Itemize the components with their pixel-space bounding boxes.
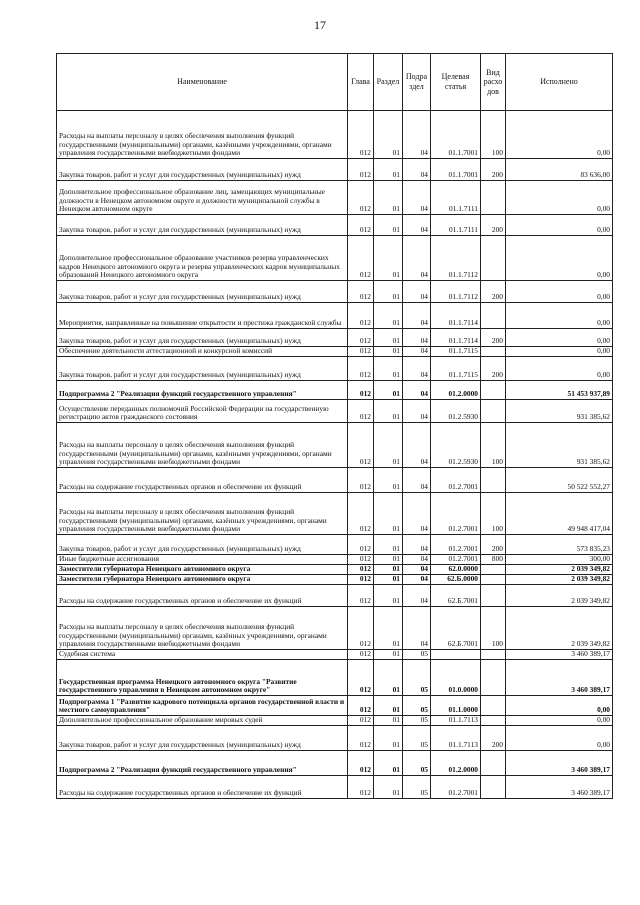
cell-razdel: 01 <box>374 607 403 650</box>
cell-amount: 3 460 389,17 <box>506 751 613 776</box>
cell-vid: 200 <box>481 159 506 181</box>
cell-podrazdel: 05 <box>403 660 431 696</box>
cell-name: Расходы на выплаты персоналу в целях обеспечения выполнения функций государственными (муниципальными) органами, казённых учреждениями, органами управления государственными внебюджетными фондами <box>57 607 348 650</box>
cell-name: Закупка товаров, работ и услуг для государственных (муниципальных) нужд <box>57 329 348 347</box>
cell-podrazdel: 04 <box>403 357 431 381</box>
cell-vid <box>481 181 506 215</box>
cell-glava: 012 <box>348 181 374 215</box>
cell-razdel: 01 <box>374 357 403 381</box>
cell-name: Закупка товаров, работ и услуг для государственных (муниципальных) нужд <box>57 281 348 303</box>
cell-target: 01.1.7113 <box>431 726 481 751</box>
cell-vid <box>481 660 506 696</box>
cell-amount: 2 039 349,82 <box>506 607 613 650</box>
cell-vid: 200 <box>481 215 506 236</box>
cell-name: Закупка товаров, работ и услуг для государственных (муниципальных) нужд <box>57 357 348 381</box>
table-row <box>57 281 613 303</box>
cell-amount: 0,00 <box>506 111 613 159</box>
cell-podrazdel: 04 <box>403 493 431 535</box>
cell-glava: 012 <box>348 493 374 535</box>
cell-podrazdel: 05 <box>403 650 431 660</box>
cell-vid <box>481 696 506 716</box>
cell-vid <box>481 575 506 585</box>
cell-podrazdel: 04 <box>403 329 431 347</box>
cell-name: Подпрограмма 1 "Развитие кадрового потенциала органов государственной власти и местного самоуправления" <box>57 696 348 716</box>
cell-podrazdel: 04 <box>403 281 431 303</box>
cell-razdel: 01 <box>374 111 403 159</box>
table-row <box>57 555 613 565</box>
cell-vid <box>481 776 506 799</box>
table-row <box>57 726 613 751</box>
cell-podrazdel: 04 <box>403 555 431 565</box>
cell-target: 62.0.0000 <box>431 565 481 575</box>
cell-podrazdel: 04 <box>403 303 431 329</box>
table-row <box>57 776 613 799</box>
cell-razdel: 01 <box>374 776 403 799</box>
cell-razdel: 01 <box>374 281 403 303</box>
cell-razdel: 01 <box>374 303 403 329</box>
table-row <box>57 159 613 181</box>
table-row <box>57 535 613 555</box>
cell-name: Дополнительное профессиональное образование лиц, замещающих муниципальные должности в Ненецком автономном округе и должности муниципальной службы в Ненецком автономном округе <box>57 181 348 215</box>
cell-razdel: 01 <box>374 400 403 423</box>
cell-target: 01.2.7001 <box>431 535 481 555</box>
cell-glava: 012 <box>348 565 374 575</box>
cell-target: 01.1.7114 <box>431 329 481 347</box>
cell-amount: 0,00 <box>506 303 613 329</box>
cell-name: Судебная система <box>57 650 348 660</box>
cell-target: 01.1.7112 <box>431 281 481 303</box>
table-row <box>57 236 613 281</box>
cell-amount: 0,00 <box>506 215 613 236</box>
cell-podrazdel: 04 <box>403 159 431 181</box>
cell-razdel: 01 <box>374 423 403 468</box>
cell-target <box>431 650 481 660</box>
table-row <box>57 607 613 650</box>
cell-amount: 0,00 <box>506 347 613 357</box>
cell-glava: 012 <box>348 423 374 468</box>
cell-glava: 012 <box>348 716 374 726</box>
cell-razdel: 01 <box>374 493 403 535</box>
cell-podrazdel: 05 <box>403 716 431 726</box>
cell-target: 01.1.7111 <box>431 215 481 236</box>
cell-podrazdel: 04 <box>403 400 431 423</box>
cell-target: 01.2.7001 <box>431 555 481 565</box>
page-number: 17 <box>314 18 326 32</box>
cell-podrazdel: 04 <box>403 607 431 650</box>
cell-glava: 012 <box>348 329 374 347</box>
cell-target: 62.Б.7001 <box>431 607 481 650</box>
cell-vid <box>481 468 506 493</box>
table-row <box>57 575 613 585</box>
budget-table <box>56 53 613 799</box>
table-row <box>57 181 613 215</box>
cell-glava: 012 <box>348 381 374 400</box>
cell-razdel: 01 <box>374 159 403 181</box>
cell-name: Обеспечение деятельности аттестационной и конкурсной комиссий <box>57 347 348 357</box>
cell-glava: 012 <box>348 696 374 716</box>
cell-amount: 0,00 <box>506 357 613 381</box>
cell-target: 01.2.7001 <box>431 493 481 535</box>
table-row <box>57 468 613 493</box>
cell-razdel: 01 <box>374 468 403 493</box>
cell-target: 01.1.7115 <box>431 347 481 357</box>
cell-name: Подпрограмма 2 "Реализация функций государственного управления" <box>57 381 348 400</box>
cell-name: Дополнительное профессиональное образование мировых судей <box>57 716 348 726</box>
cell-vid <box>481 303 506 329</box>
cell-glava: 012 <box>348 650 374 660</box>
cell-razdel: 01 <box>374 215 403 236</box>
table-row <box>57 400 613 423</box>
cell-glava: 012 <box>348 726 374 751</box>
cell-glava: 012 <box>348 400 374 423</box>
table-row <box>57 381 613 400</box>
cell-vid <box>481 400 506 423</box>
cell-name: Иные бюджетные ассигнования <box>57 555 348 565</box>
cell-razdel: 01 <box>374 555 403 565</box>
cell-target: 01.1.7111 <box>431 181 481 215</box>
cell-podrazdel: 04 <box>403 423 431 468</box>
cell-podrazdel: 05 <box>403 751 431 776</box>
table-row <box>57 660 613 696</box>
cell-target: 01.2.0000 <box>431 751 481 776</box>
cell-razdel: 01 <box>374 565 403 575</box>
cell-target: 01.1.7001 <box>431 111 481 159</box>
cell-glava: 012 <box>348 776 374 799</box>
cell-amount: 83 636,00 <box>506 159 613 181</box>
cell-target: 01.1.7113 <box>431 716 481 726</box>
cell-razdel: 01 <box>374 751 403 776</box>
cell-razdel: 01 <box>374 660 403 696</box>
table-row <box>57 565 613 575</box>
cell-razdel: 01 <box>374 716 403 726</box>
header-target: Целевая статья <box>431 54 481 111</box>
cell-vid <box>481 650 506 660</box>
cell-glava: 012 <box>348 607 374 650</box>
cell-target: 01.1.7001 <box>431 159 481 181</box>
cell-amount: 2 039 349,82 <box>506 565 613 575</box>
cell-razdel: 01 <box>374 347 403 357</box>
cell-name: Мероприятия, направленные на повышение открытости и престижа гражданской службы <box>57 303 348 329</box>
cell-amount: 50 522 552,27 <box>506 468 613 493</box>
cell-glava: 012 <box>348 535 374 555</box>
cell-amount: 0,00 <box>506 181 613 215</box>
cell-podrazdel: 04 <box>403 181 431 215</box>
cell-name: Расходы на выплаты персоналу в целях обеспечения выполнения функций государственными (муниципальными) органами, казённых учреждениями, органами управления государственными внебюджетными фондами <box>57 493 348 535</box>
cell-vid <box>481 751 506 776</box>
cell-glava: 012 <box>348 585 374 607</box>
cell-razdel: 01 <box>374 696 403 716</box>
cell-name: Заместители губернатора Ненецкого автономного округа <box>57 565 348 575</box>
cell-podrazdel: 04 <box>403 468 431 493</box>
cell-glava: 012 <box>348 468 374 493</box>
cell-amount: 0,00 <box>506 281 613 303</box>
cell-podrazdel: 04 <box>403 575 431 585</box>
cell-target: 01.1.7112 <box>431 236 481 281</box>
table-row <box>57 751 613 776</box>
cell-vid <box>481 716 506 726</box>
header-vid: Вид расхо дов <box>481 54 506 111</box>
cell-vid <box>481 236 506 281</box>
cell-vid: 100 <box>481 493 506 535</box>
cell-target: 01.0.0000 <box>431 660 481 696</box>
cell-amount: 0,00 <box>506 726 613 751</box>
cell-podrazdel: 04 <box>403 347 431 357</box>
cell-glava: 012 <box>348 347 374 357</box>
header-glava: Глава <box>348 54 374 111</box>
header-podrazdel: Подра здел <box>403 54 431 111</box>
cell-glava: 012 <box>348 215 374 236</box>
cell-name: Заместители губернатора Ненецкого автономного округа <box>57 575 348 585</box>
cell-name: Закупка товаров, работ и услуг для государственных (муниципальных) нужд <box>57 159 348 181</box>
cell-vid: 200 <box>481 281 506 303</box>
cell-name: Расходы на содержание государственных органов и обеспечение их функций <box>57 468 348 493</box>
cell-amount: 0,00 <box>506 236 613 281</box>
cell-vid: 100 <box>481 111 506 159</box>
cell-target: 01.2.5930 <box>431 400 481 423</box>
cell-target: 01.2.5930 <box>431 423 481 468</box>
cell-razdel: 01 <box>374 381 403 400</box>
cell-target: 62.Б.7001 <box>431 585 481 607</box>
cell-name: Государственная программа Ненецкого автономного округа "Развитие государственного управления в Ненецком автономном округе" <box>57 660 348 696</box>
cell-razdel: 01 <box>374 181 403 215</box>
cell-amount: 3 460 389,17 <box>506 660 613 696</box>
cell-amount: 3 460 389,17 <box>506 650 613 660</box>
cell-glava: 012 <box>348 281 374 303</box>
cell-razdel: 01 <box>374 236 403 281</box>
cell-name: Расходы на выплаты персоналу в целях обеспечения выполнения функций государственными (муниципальными) органами, казёнными учреждениями, органами управления государственными внебюджетными фондами <box>57 423 348 468</box>
cell-amount: 0,00 <box>506 716 613 726</box>
cell-amount: 51 453 937,89 <box>506 381 613 400</box>
cell-razdel: 01 <box>374 726 403 751</box>
cell-razdel: 01 <box>374 585 403 607</box>
cell-target: 01.1.0000 <box>431 696 481 716</box>
table-row <box>57 716 613 726</box>
cell-razdel: 01 <box>374 650 403 660</box>
cell-glava: 012 <box>348 575 374 585</box>
cell-amount: 49 948 417,04 <box>506 493 613 535</box>
cell-target: 01.1.7115 <box>431 357 481 381</box>
table-row <box>57 423 613 468</box>
cell-podrazdel: 04 <box>403 236 431 281</box>
cell-target: 62.Б.0000 <box>431 575 481 585</box>
cell-amount: 2 039 349,82 <box>506 575 613 585</box>
header-executed: Исполнено <box>506 54 613 111</box>
cell-razdel: 01 <box>374 575 403 585</box>
table-row <box>57 585 613 607</box>
cell-vid <box>481 347 506 357</box>
cell-target: 01.2.7001 <box>431 776 481 799</box>
cell-name: Расходы на содержание государственных органов и обеспечение их функций <box>57 776 348 799</box>
cell-podrazdel: 04 <box>403 535 431 555</box>
cell-glava: 012 <box>348 236 374 281</box>
table-row <box>57 493 613 535</box>
cell-podrazdel: 04 <box>403 565 431 575</box>
cell-name: Подпрограмма 2 "Реализация функций государственного управления" <box>57 751 348 776</box>
table-header-row <box>57 54 613 111</box>
cell-podrazdel: 04 <box>403 111 431 159</box>
cell-glava: 012 <box>348 111 374 159</box>
cell-podrazdel: 05 <box>403 696 431 716</box>
cell-amount: 3 460 389,17 <box>506 776 613 799</box>
cell-razdel: 01 <box>374 329 403 347</box>
cell-razdel: 01 <box>374 535 403 555</box>
table-row <box>57 357 613 381</box>
table-row <box>57 696 613 716</box>
cell-vid: 200 <box>481 357 506 381</box>
cell-podrazdel: 04 <box>403 585 431 607</box>
table-row <box>57 347 613 357</box>
cell-target: 01.2.7001 <box>431 468 481 493</box>
cell-vid: 800 <box>481 555 506 565</box>
table-row <box>57 303 613 329</box>
cell-vid <box>481 585 506 607</box>
cell-amount: 573 835,23 <box>506 535 613 555</box>
cell-amount: 0,00 <box>506 329 613 347</box>
cell-glava: 012 <box>348 555 374 565</box>
cell-amount: 931 385,62 <box>506 400 613 423</box>
cell-name: Закупка товаров, работ и услуг для государственных (муниципальных) нужд <box>57 726 348 751</box>
cell-podrazdel: 05 <box>403 776 431 799</box>
table-row <box>57 329 613 347</box>
table-row <box>57 215 613 236</box>
cell-glava: 012 <box>348 751 374 776</box>
cell-name: Дополнительное профессиональное образование участников резерва управленческих кадров Ненецкого автономного округа и резерва управленческих кадров муниципальных образований Ненецкого автономного округа <box>57 236 348 281</box>
cell-glava: 012 <box>348 159 374 181</box>
cell-name: Расходы на содержание государственных органов и обеспечение их функций <box>57 585 348 607</box>
cell-vid: 200 <box>481 329 506 347</box>
cell-glava: 012 <box>348 303 374 329</box>
cell-name: Расходы на выплаты персоналу в целях обеспечения выполнения функций государственными (муниципальными) органами, казёнными учреждениями, органами управления государственными внебюджетными фондами <box>57 111 348 159</box>
cell-vid: 100 <box>481 423 506 468</box>
cell-amount: 0,00 <box>506 696 613 716</box>
cell-glava: 012 <box>348 660 374 696</box>
cell-target: 01.1.7114 <box>431 303 481 329</box>
cell-vid <box>481 565 506 575</box>
cell-vid: 200 <box>481 535 506 555</box>
cell-podrazdel: 04 <box>403 381 431 400</box>
cell-podrazdel: 04 <box>403 215 431 236</box>
cell-target: 01.2.0000 <box>431 381 481 400</box>
cell-vid: 200 <box>481 726 506 751</box>
cell-glava: 012 <box>348 357 374 381</box>
cell-vid <box>481 381 506 400</box>
cell-podrazdel: 05 <box>403 726 431 751</box>
cell-name: Закупка товаров, работ и услуг для государственных (муниципальных) нужд <box>57 215 348 236</box>
cell-amount: 2 039 349,82 <box>506 585 613 607</box>
cell-amount: 931 385,62 <box>506 423 613 468</box>
cell-name: Закупка товаров, работ и услуг для государственных (муниципальных) нужд <box>57 535 348 555</box>
header-razdel: Раздел <box>374 54 403 111</box>
cell-vid: 100 <box>481 607 506 650</box>
cell-name: Осуществление переданных полномочий Российской Федерации на государственную регистрацию актов гражданского состояния <box>57 400 348 423</box>
table-row <box>57 650 613 660</box>
table-row <box>57 111 613 159</box>
header-name: Наименование <box>57 54 348 111</box>
cell-amount: 300,00 <box>506 555 613 565</box>
